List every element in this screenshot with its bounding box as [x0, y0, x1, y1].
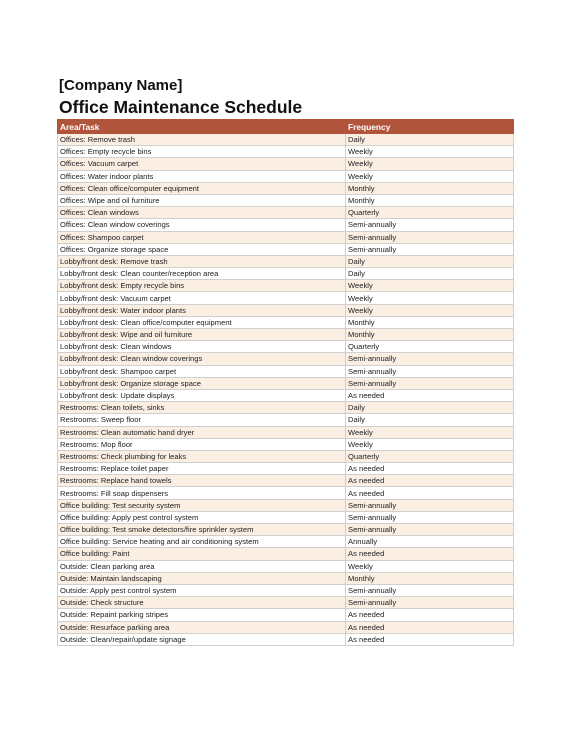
table-row [58, 597, 514, 609]
task-cell: Restrooms: Clean automatic hand dryer [58, 426, 346, 438]
frequency-cell: Quarterly [346, 207, 514, 219]
task-cell: Restrooms: Replace hand towels [58, 475, 346, 487]
frequency-cell: Semi-annually [346, 584, 514, 596]
table-row [58, 231, 514, 243]
frequency-cell: Weekly [346, 438, 514, 450]
task-cell: Offices: Water indoor plants [58, 170, 346, 182]
table-row [58, 463, 514, 475]
company-name: [Company Name] [59, 77, 183, 94]
table-row [58, 194, 514, 206]
table-row [58, 487, 514, 499]
frequency-cell: Monthly [346, 194, 514, 206]
task-cell: Lobby/front desk: Shampoo carpet [58, 365, 346, 377]
task-cell: Outside: Resurface parking area [58, 621, 346, 633]
table-row [58, 402, 514, 414]
frequency-cell: Semi-annually [346, 597, 514, 609]
task-cell: Office building: Apply pest control system [58, 511, 346, 523]
task-cell: Outside: Apply pest control system [58, 584, 346, 596]
table-row [58, 389, 514, 401]
table-row [58, 584, 514, 596]
column-header-area-task: Area/Task [58, 120, 346, 134]
task-cell: Restrooms: Clean toilets, sinks [58, 402, 346, 414]
frequency-cell: Weekly [346, 560, 514, 572]
task-cell: Offices: Shampoo carpet [58, 231, 346, 243]
maintenance-table [57, 119, 514, 646]
frequency-cell: As needed [346, 389, 514, 401]
frequency-cell: Quarterly [346, 341, 514, 353]
table-row [58, 316, 514, 328]
task-cell: Outside: Clean parking area [58, 560, 346, 572]
task-cell: Restrooms: Check plumbing for leaks [58, 450, 346, 462]
table-row [58, 426, 514, 438]
task-cell: Outside: Check structure [58, 597, 346, 609]
frequency-cell: Daily [346, 268, 514, 280]
task-cell: Office building: Paint [58, 548, 346, 560]
table-row [58, 292, 514, 304]
table-row [58, 243, 514, 255]
table-row [58, 524, 514, 536]
table-row [58, 134, 514, 146]
table-row [58, 548, 514, 560]
table-row [58, 450, 514, 462]
table-row [58, 207, 514, 219]
frequency-cell: Daily [346, 402, 514, 414]
table-row [58, 475, 514, 487]
task-cell: Lobby/front desk: Organize storage space [58, 377, 346, 389]
task-cell: Restrooms: Fill soap dispensers [58, 487, 346, 499]
frequency-cell: Monthly [346, 329, 514, 341]
table-row [58, 438, 514, 450]
frequency-cell: Monthly [346, 572, 514, 584]
table-row [58, 572, 514, 584]
table-row [58, 353, 514, 365]
frequency-cell: Quarterly [346, 450, 514, 462]
frequency-cell: Semi-annually [346, 499, 514, 511]
task-cell: Lobby/front desk: Clean windows [58, 341, 346, 353]
frequency-cell: Monthly [346, 316, 514, 328]
frequency-cell: Daily [346, 255, 514, 267]
task-cell: Offices: Remove trash [58, 134, 346, 146]
task-cell: Restrooms: Sweep floor [58, 414, 346, 426]
frequency-cell: Semi-annually [346, 243, 514, 255]
task-cell: Restrooms: Mop floor [58, 438, 346, 450]
frequency-cell: As needed [346, 487, 514, 499]
table-row [58, 304, 514, 316]
task-cell: Lobby/front desk: Wipe and oil furniture [58, 329, 346, 341]
frequency-cell: Daily [346, 414, 514, 426]
frequency-cell: As needed [346, 475, 514, 487]
table-row [58, 329, 514, 341]
frequency-cell: Semi-annually [346, 231, 514, 243]
table-row [58, 365, 514, 377]
task-cell: Offices: Empty recycle bins [58, 146, 346, 158]
task-cell: Lobby/front desk: Remove trash [58, 255, 346, 267]
frequency-cell: Semi-annually [346, 353, 514, 365]
task-cell: Restrooms: Replace toilet paper [58, 463, 346, 475]
table-row [58, 560, 514, 572]
frequency-cell: As needed [346, 609, 514, 621]
table-row [58, 536, 514, 548]
table-row [58, 255, 514, 267]
table-row [58, 499, 514, 511]
table-header-row [58, 120, 514, 134]
table-row [58, 268, 514, 280]
task-cell: Office building: Service heating and air conditioning system [58, 536, 346, 548]
frequency-cell: Weekly [346, 280, 514, 292]
table-row [58, 146, 514, 158]
frequency-cell: Annually [346, 536, 514, 548]
task-cell: Outside: Clean/repair/update signage [58, 633, 346, 645]
table-row [58, 158, 514, 170]
task-cell: Lobby/front desk: Clean office/computer equipment [58, 316, 346, 328]
task-cell: Outside: Repaint parking stripes [58, 609, 346, 621]
task-cell: Outside: Maintain landscaping [58, 572, 346, 584]
table-row [58, 182, 514, 194]
task-cell: Offices: Clean window coverings [58, 219, 346, 231]
column-header-frequency: Frequency [346, 120, 514, 134]
frequency-cell: Weekly [346, 146, 514, 158]
table-row [58, 280, 514, 292]
table-row [58, 633, 514, 645]
task-cell: Lobby/front desk: Update displays [58, 389, 346, 401]
table-row [58, 621, 514, 633]
table-row [58, 609, 514, 621]
table-row [58, 511, 514, 523]
task-cell: Lobby/front desk: Vacuum carpet [58, 292, 346, 304]
frequency-cell: Weekly [346, 304, 514, 316]
task-cell: Lobby/front desk: Empty recycle bins [58, 280, 346, 292]
frequency-cell: Semi-annually [346, 511, 514, 523]
frequency-cell: As needed [346, 633, 514, 645]
table-row [58, 414, 514, 426]
frequency-cell: Semi-annually [346, 365, 514, 377]
frequency-cell: Weekly [346, 158, 514, 170]
task-cell: Lobby/front desk: Clean window coverings [58, 353, 346, 365]
task-cell: Offices: Clean windows [58, 207, 346, 219]
table-row [58, 341, 514, 353]
task-cell: Lobby/front desk: Water indoor plants [58, 304, 346, 316]
task-cell: Office building: Test smoke detectors/fire sprinkler system [58, 524, 346, 536]
frequency-cell: Daily [346, 134, 514, 146]
task-cell: Offices: Wipe and oil furniture [58, 194, 346, 206]
task-cell: Lobby/front desk: Clean counter/reception area [58, 268, 346, 280]
frequency-cell: As needed [346, 548, 514, 560]
frequency-cell: Weekly [346, 170, 514, 182]
task-cell: Office building: Test security system [58, 499, 346, 511]
table-body [58, 134, 514, 646]
frequency-cell: As needed [346, 463, 514, 475]
table-row [58, 170, 514, 182]
frequency-cell: Semi-annually [346, 377, 514, 389]
page-title: Office Maintenance Schedule [59, 97, 303, 117]
frequency-cell: Semi-annually [346, 219, 514, 231]
frequency-cell: Semi-annually [346, 524, 514, 536]
task-cell: Offices: Vacuum carpet [58, 158, 346, 170]
frequency-cell: Weekly [346, 426, 514, 438]
table-row [58, 377, 514, 389]
frequency-cell: Weekly [346, 292, 514, 304]
frequency-cell: Monthly [346, 182, 514, 194]
task-cell: Offices: Organize storage space [58, 243, 346, 255]
table-row [58, 219, 514, 231]
task-cell: Offices: Clean office/computer equipment [58, 182, 346, 194]
frequency-cell: As needed [346, 621, 514, 633]
